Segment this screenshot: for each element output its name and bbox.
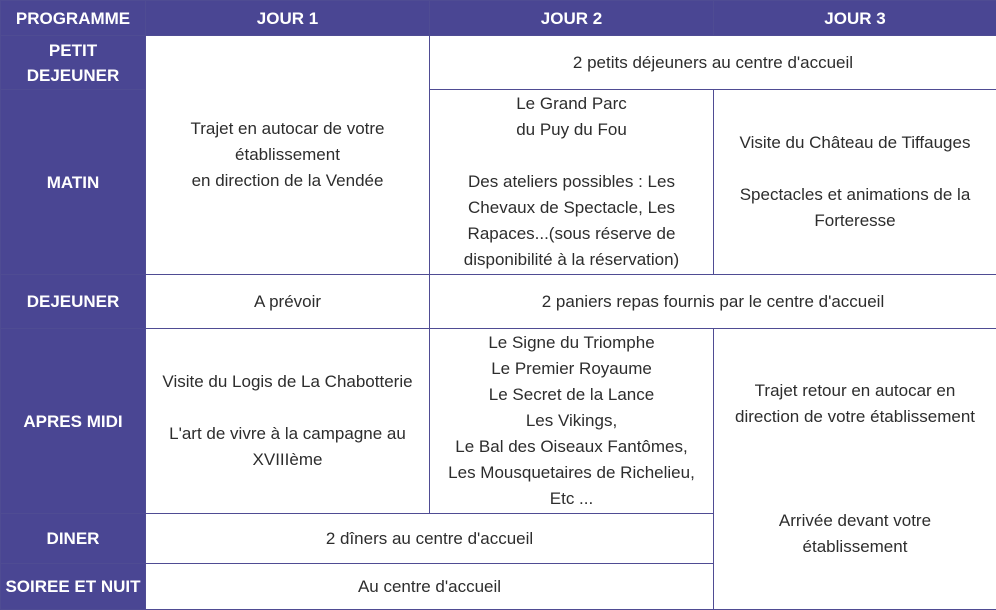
- text-line: L'art de vivre à la campagne au: [148, 421, 427, 447]
- header-jour-1: JOUR 1: [146, 1, 430, 36]
- label-line: DEJEUNER: [5, 63, 141, 88]
- blank-line: [716, 430, 994, 456]
- text-line: Le Grand Parc: [432, 91, 711, 117]
- row-dejeuner: [1, 275, 996, 329]
- cell-jour1-matin: [146, 36, 430, 275]
- cell-jour1-apres-midi: [146, 329, 430, 514]
- text-line: du Puy du Fou: [432, 117, 711, 143]
- text-line: direction de votre établissement: [716, 404, 994, 430]
- text-line: Trajet en autocar de votre: [148, 116, 427, 142]
- text-line: XVIIIème: [148, 447, 427, 473]
- header-jour-2: JOUR 2: [430, 1, 714, 36]
- text-line: Trajet retour en autocar en: [716, 378, 994, 404]
- cell-dejeuner-jours-2-3: 2 paniers repas fournis par le centre d'accueil: [430, 275, 996, 329]
- row-apres-midi: [1, 329, 996, 514]
- text-line: Le Premier Royaume: [432, 356, 711, 382]
- blank-line: [148, 395, 427, 421]
- text-line: établissement: [716, 534, 994, 560]
- text-line: Chevaux de Spectacle, Les: [432, 195, 711, 221]
- header-row: [1, 1, 996, 36]
- text-line: disponibilité à la réservation): [432, 247, 711, 273]
- label-apres-midi: APRES MIDI: [1, 329, 146, 514]
- header-programme: PROGRAMME: [1, 1, 146, 36]
- text-line: Forteresse: [716, 208, 994, 234]
- row-petit-dejeuner: [1, 36, 996, 90]
- cell-jour1-dejeuner: A prévoir: [146, 275, 430, 329]
- text-line: Etc ...: [432, 486, 711, 512]
- label-diner: DINER: [1, 514, 146, 564]
- text-line: Rapaces...(sous réserve de: [432, 221, 711, 247]
- cell-jour3-apres-midi-soir: [714, 329, 996, 610]
- cell-jour2-apres-midi: [430, 329, 714, 514]
- text-line: Les Mousquetaires de Richelieu,: [432, 460, 711, 486]
- label-dejeuner: DEJEUNER: [1, 275, 146, 329]
- text-line: Le Bal des Oiseaux Fantômes,: [432, 434, 711, 460]
- label-petit-dejeuner: [1, 36, 146, 90]
- text-line: Des ateliers possibles : Les: [432, 169, 711, 195]
- text-line: en direction de la Vendée: [148, 168, 427, 194]
- cell-soiree-jours-1-2: Au centre d'accueil: [146, 564, 714, 610]
- text-line: Visite du Logis de La Chabotterie: [148, 369, 427, 395]
- label-soiree-et-nuit: SOIREE ET NUIT: [1, 564, 146, 610]
- cell-petit-dejeuner-jours-2-3: 2 petits déjeuners au centre d'accueil: [430, 36, 996, 90]
- blank-line: [716, 156, 994, 182]
- text-line: Le Secret de la Lance: [432, 382, 711, 408]
- text-line: Spectacles et animations de la: [716, 182, 994, 208]
- cell-jour3-matin: [714, 90, 996, 275]
- label-line: PETIT: [5, 38, 141, 63]
- text-line: Arrivée devant votre: [716, 508, 994, 534]
- blank-line: [716, 456, 994, 482]
- blank-line: [432, 143, 711, 169]
- text-line: Visite du Château de Tiffauges: [716, 130, 994, 156]
- blank-line: [716, 482, 994, 508]
- header-jour-3: JOUR 3: [714, 1, 996, 36]
- label-matin: MATIN: [1, 90, 146, 275]
- cell-diner-jours-1-2: 2 dîners au centre d'accueil: [146, 514, 714, 564]
- text-line: Les Vikings,: [432, 408, 711, 434]
- text-line: Le Signe du Triomphe: [432, 330, 711, 356]
- text-line: établissement: [148, 142, 427, 168]
- cell-jour2-matin: [430, 90, 714, 275]
